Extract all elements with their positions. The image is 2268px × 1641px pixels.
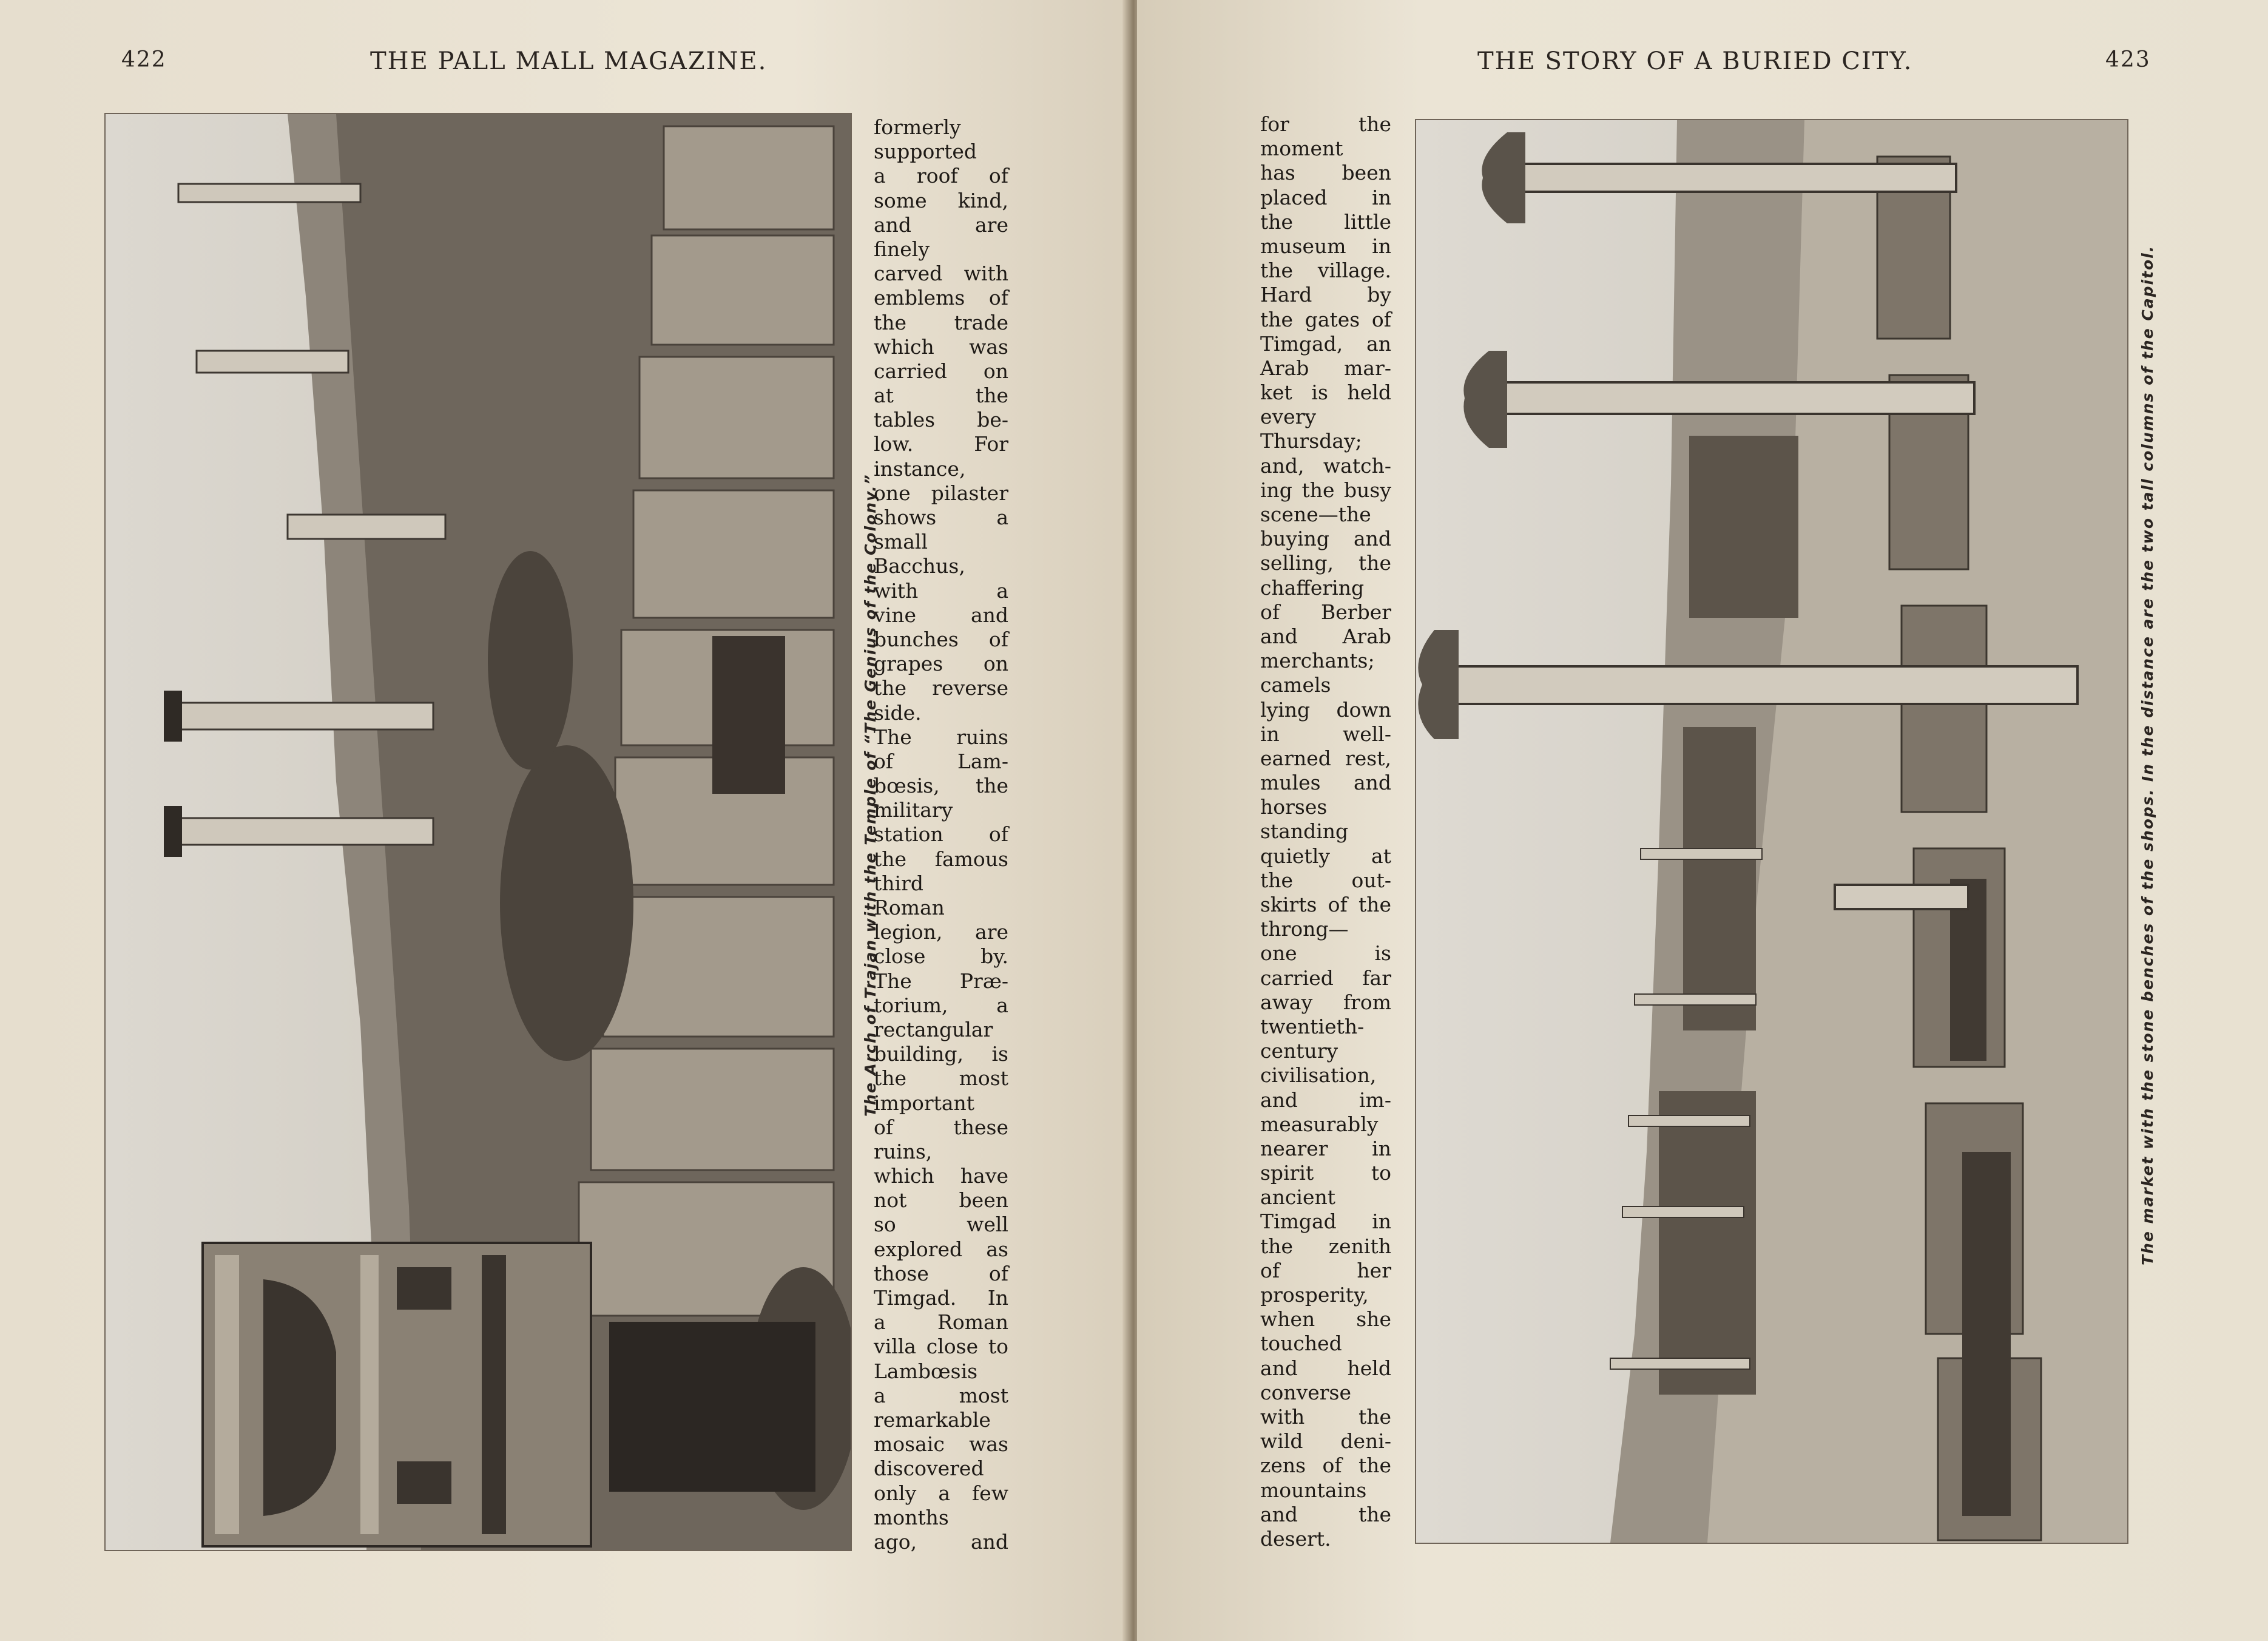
text-line: villa close to xyxy=(874,1335,1008,1359)
text-line: ruins, xyxy=(874,1139,933,1163)
text-line: so well xyxy=(874,1213,1008,1237)
text-line: instance, xyxy=(874,456,966,481)
text-line: scene—the xyxy=(1260,502,1371,526)
text-line: those of xyxy=(874,1261,1008,1285)
text-line: of these xyxy=(874,1115,1008,1139)
photo-market-columns xyxy=(1415,119,2128,1544)
text-line: quietly at xyxy=(1260,844,1391,868)
text-line: only a few xyxy=(874,1481,1008,1505)
text-line: mules and xyxy=(1260,771,1391,795)
text-line: merchants; xyxy=(1260,649,1375,673)
text-line: the famous xyxy=(874,847,1008,871)
text-line: carried far xyxy=(1260,966,1391,990)
text-line: third xyxy=(874,871,923,895)
text-line: some kind, xyxy=(874,188,1008,212)
text-line: of Berber xyxy=(1260,600,1391,624)
running-head-left: THE PALL MALL MAGAZINE. xyxy=(370,47,768,75)
left-page xyxy=(0,0,1130,1641)
text-line: horses xyxy=(1260,795,1328,819)
text-line: grapes on xyxy=(874,652,1008,676)
text-line: emblems of xyxy=(874,286,1008,310)
text-line: desert. xyxy=(1260,1526,1331,1551)
text-line: military xyxy=(874,798,953,822)
text-line: civilisation, xyxy=(1260,1063,1377,1088)
text-line: which have xyxy=(874,1164,1008,1188)
text-line: bœsis, the xyxy=(874,774,1008,798)
text-line: a roof of xyxy=(874,164,1008,188)
text-line: Timgad in xyxy=(1260,1210,1391,1234)
text-line: at the xyxy=(874,384,1008,408)
text-line: explored as xyxy=(874,1237,1008,1261)
text-line: and are xyxy=(874,212,1008,237)
text-line: and held xyxy=(1260,1356,1391,1380)
text-line: not been xyxy=(874,1188,1008,1213)
text-line: torium, a xyxy=(874,993,1008,1017)
text-line: and, watch- xyxy=(1260,453,1391,478)
text-line: Timgad, an xyxy=(1260,331,1391,356)
text-line: camels xyxy=(1260,673,1331,697)
photo-arch-of-trajan xyxy=(104,113,852,1551)
text-line: the village. xyxy=(1260,259,1391,283)
text-line: throng— xyxy=(1260,917,1349,941)
text-line: close by. xyxy=(874,944,1008,969)
text-line: ago, and xyxy=(874,1529,1008,1554)
text-line: a most xyxy=(874,1383,1008,1407)
text-line: Hard by xyxy=(1260,283,1391,307)
text-line: Roman xyxy=(874,896,945,919)
text-line: with a xyxy=(874,578,1008,603)
text-line: skirts of the xyxy=(1260,893,1391,916)
text-line: lying down xyxy=(1260,697,1391,722)
right-page xyxy=(1137,0,2268,1641)
text-line: building, is xyxy=(874,1042,1008,1066)
text-line: carved with xyxy=(874,262,1008,286)
text-line: side. xyxy=(874,700,922,725)
text-line: zens of the xyxy=(1260,1453,1391,1478)
plate-caption-right: The market with the stone benches of the shops. In the distance are the two tall columns of the Capitol. xyxy=(2139,245,2156,1265)
text-line: important xyxy=(874,1091,975,1115)
text-line: small xyxy=(874,530,928,554)
text-line: every xyxy=(1260,405,1317,429)
text-line: a Roman xyxy=(874,1310,1008,1335)
text-line: century xyxy=(1260,1039,1338,1063)
text-line: converse xyxy=(1260,1380,1352,1404)
text-line: when she xyxy=(1260,1307,1391,1331)
text-line: mosaic was xyxy=(874,1432,1008,1457)
text-line: which was xyxy=(874,334,1008,359)
text-line: spirit to xyxy=(1260,1161,1391,1185)
text-line: vine and xyxy=(874,603,1008,627)
text-line: Thursday; xyxy=(1260,429,1362,453)
text-line: mountains xyxy=(1260,1478,1367,1502)
text-line: Lambœsis xyxy=(874,1359,978,1383)
text-line: one is xyxy=(1260,941,1391,966)
page-number-left: 422 xyxy=(121,47,167,72)
text-line: shows a xyxy=(874,506,1008,529)
text-line: one pilaster xyxy=(874,481,1008,505)
text-line: the little xyxy=(1260,209,1391,234)
text-line: tables be- xyxy=(874,408,1008,432)
text-line: legion, are xyxy=(874,920,1008,944)
text-line: months xyxy=(874,1505,949,1529)
plate-caption-left: The Arch of Trajan with the Temple of “The Genius of the Colony.” xyxy=(862,473,879,1117)
text-line: measurably xyxy=(1260,1112,1379,1136)
text-line: the reverse xyxy=(874,676,1008,700)
text-line: twentieth- xyxy=(1260,1014,1365,1038)
text-line: ing the busy xyxy=(1260,478,1391,502)
running-head-right: THE STORY OF A BURIED CITY. xyxy=(1477,47,1913,75)
text-line: of Lam- xyxy=(874,749,1008,773)
text-line: the trade xyxy=(874,310,1008,334)
page-number-right: 423 xyxy=(2105,47,2151,72)
text-line: chaffering xyxy=(1260,575,1365,600)
text-line: nearer in xyxy=(1260,1136,1391,1160)
text-line: with the xyxy=(1260,1404,1391,1429)
text-line: low. For xyxy=(874,432,1008,456)
text-line: finely xyxy=(874,237,930,261)
text-line: ket is held xyxy=(1260,381,1391,405)
text-line: and Arab xyxy=(1260,624,1391,648)
text-line: ancient xyxy=(1260,1185,1336,1210)
text-line: standing xyxy=(1260,819,1349,844)
text-column-left xyxy=(874,115,1008,1554)
text-line: earned rest, xyxy=(1260,746,1391,770)
text-line: prosperity, xyxy=(1260,1283,1369,1307)
text-column-right xyxy=(1260,112,1391,1551)
text-line: away from xyxy=(1260,990,1391,1014)
text-line: wild deni- xyxy=(1260,1429,1391,1453)
text-line: moment xyxy=(1260,137,1343,161)
text-line: Arab mar- xyxy=(1260,356,1391,380)
text-line: The ruins xyxy=(874,725,1008,749)
text-line: the most xyxy=(874,1066,1008,1091)
text-line: carried on xyxy=(874,359,1008,383)
text-line: in well- xyxy=(1260,722,1391,746)
text-line: formerly xyxy=(874,115,961,139)
text-line: remarkable xyxy=(874,1407,991,1432)
text-line: and the xyxy=(1260,1502,1391,1526)
photo-arch-of-trajan-image xyxy=(106,114,851,1550)
text-line: Timgad. In xyxy=(874,1286,1008,1310)
text-line: The Præ- xyxy=(874,969,1008,993)
text-line: station of xyxy=(874,822,1008,847)
text-line: Bacchus, xyxy=(874,554,965,578)
text-line: the zenith xyxy=(1260,1234,1391,1258)
text-line: the out- xyxy=(1260,868,1391,892)
text-line: for the xyxy=(1260,112,1391,136)
text-line: the gates of xyxy=(1260,307,1391,331)
text-line: supported xyxy=(874,140,977,164)
text-line: and im- xyxy=(1260,1088,1391,1112)
text-line: of her xyxy=(1260,1258,1391,1282)
text-line: museum in xyxy=(1260,234,1391,258)
text-line: rectangular xyxy=(874,1017,993,1041)
text-line: touched xyxy=(1260,1331,1342,1356)
text-line: selling, the xyxy=(1260,551,1391,575)
text-line: buying and xyxy=(1260,527,1391,551)
text-line: has been xyxy=(1260,161,1391,185)
text-line: placed in xyxy=(1260,185,1391,209)
photo-market-columns-image xyxy=(1416,120,2127,1543)
text-line: bunches of xyxy=(874,627,1008,651)
text-line: discovered xyxy=(874,1457,984,1481)
